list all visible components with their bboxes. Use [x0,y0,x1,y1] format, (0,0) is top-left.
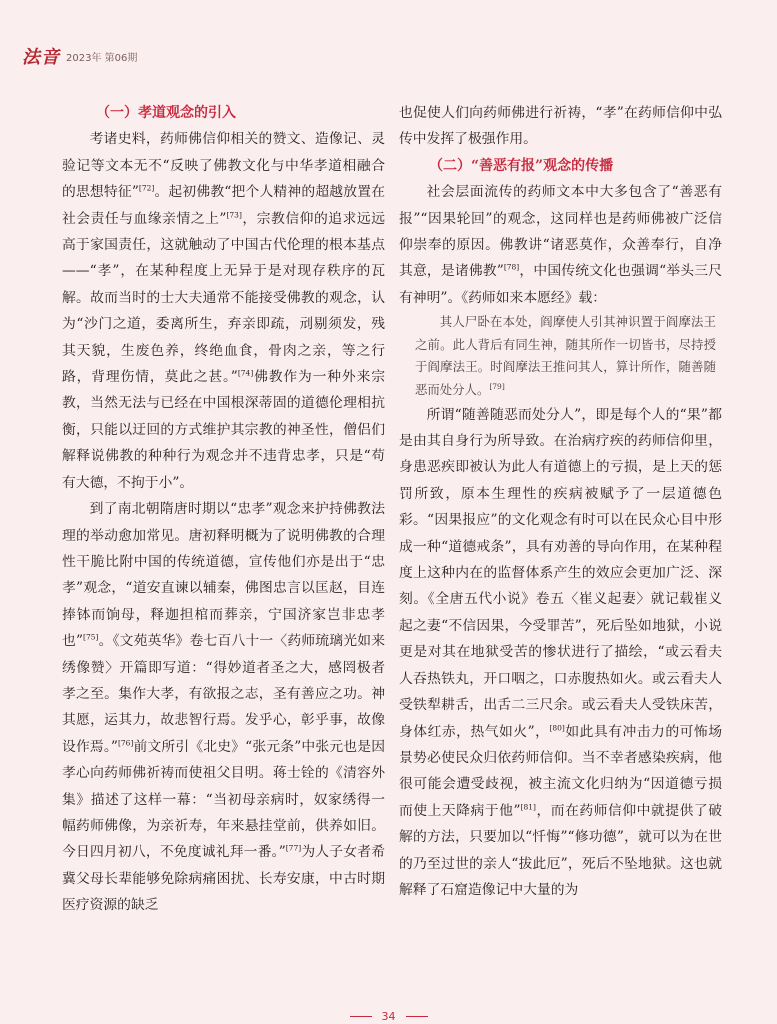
text-run: 如此具有冲击力的可怖场景势必使民众归依药师信仰。当不幸者感染疾病，他很可能会遭受歧视，被主流文化归纳为“因道德亏损而使上天降病于他” [399,723,722,819]
text-run: 前文所引《北史》“张元条”中张元也是因孝心向药师佛祈祷而使祖父目明。蒋士铨的《清容外集》描述了这样一幕：“当初母亲病时，奴家绣得一幅药师佛像，为亲祈寿，年来悬挂堂前，供养如旧。今日四月初八，不免度诚礼拜一番。” [62,738,385,861]
footnote-marker: [79] [489,381,505,391]
footnote-marker: [81] [520,802,536,812]
left-column [62,100,385,919]
footnote-marker: [72] [138,183,155,193]
text-run: 其人尸卧在本处，阎摩使人引其神识置于阎摩法王之前。此人背后有同生神，随其所作一切皆书，尽持授于阎摩法王。时阎摩法王推问其人，算计所作，随善随恶而处分人。 [415,314,716,398]
footnote-marker: [77] [285,843,302,853]
body-paragraph [62,496,385,919]
footer-rule-left [350,1016,372,1017]
text-run: 。《文苑英华》卷七百八十一〈药师琉璃光如来绣像赞〉开篇即写道：“得妙道者圣之大，感罔极者孝之至。集作大孝，有欲报之志，圣有善应之功。神其愿，运其力，故悲智行焉。发乎心，彰乎事，故像设作焉。” [62,633,385,755]
text-run: 考诸史料，药师佛信仰相关的赞文、造像记、灵验记等文本无不“反映了佛教文化与中华孝道相融合的思想特征” [62,131,385,201]
magazine-header [22,43,137,69]
text-run: 。起初佛教“把个人精神的超越放置在社会责任与血缘亲情之上” [62,184,385,227]
block-quote [399,311,722,401]
text-run: ，中国传统文化也强调“举头三尺有神明”。《药师如来本愿经》载： [399,263,722,306]
footnote-marker: [76] [117,738,134,748]
page-footer [0,1008,777,1024]
footer-rule-right [406,1016,428,1017]
body-paragraph [399,179,722,311]
magazine-logo: 法音 [22,47,60,68]
text-run: ，宗教信仰的追求远远高于家国责任，这就触动了中国古代伦理的根本基点——“孝”，在某种程度上无异于是对现存秩序的瓦解。故而当时的士大夫通常不能接受佛教的观念，认为“沙门之道，委离所生，弃亲即疏，刓剔须发，残其天貌，生废色养，终绝血食，骨肉之亲，等之行路，背理伤情，莫此之甚。” [62,210,386,386]
footnote-marker: [75] [83,632,99,642]
text-run: 为人子女者希冀父母长辈能够免除病痛困扰、长寿安康，中古时期医疗资源的缺乏 [62,844,386,914]
text-run: 到了南北朝隋唐时期以“忠孝”观念来护持佛教法理的举动愈加常见。唐初释明概为了说明佛教的合理性干脆比附中国的传统道德，宣传他们亦是出于“忠孝”观念，“道安直谏以辅秦，佛图忠言以匡赵，目连捧钵而饷母，释迦担棺而葬亲，宁国济家岂非忠孝也” [62,501,385,650]
footnote-marker: [78] [503,262,520,272]
right-column [399,100,722,903]
footnote-marker: [80] [549,722,565,732]
section-heading: （二）“善恶有报”观念的传播 [429,157,614,174]
text-run: 社会层面流传的药师文本中大多包含了“善恶有报”“因果轮回”的观念，这同样也是药师佛被广泛信仰崇奉的原因。佛教讲“诸恶莫作，众善奉行，自净其意，是诸佛教” [399,184,722,280]
issue-label: 2023年 第06期 [66,52,138,64]
footnote-marker: [73] [226,210,242,220]
text-run: ，而在药师信仰中就提供了破解的方法，只要加以“忏悔”“修功德”，就可以为在世的乃至过世的亲人“拔此厄”，死后不坠地狱。这也就解释了石窟造像记中大量的为 [399,802,722,898]
body-paragraph [62,126,385,496]
footnote-marker: [74] [237,368,254,378]
page-number: 34 [381,1009,396,1023]
body-paragraph [399,402,722,904]
text-run: 所谓“随善随恶而处分人”，即是每个人的“果”都是由其自身行为所导致。在治病疗疾的药师信仰里，身患恶疾即被认为此人有道德上的亏损，是上天的惩罚所致，原本生理性的疾病被赋予了一层道德色彩。“因果报应”的文化观念有时可以在民众心目中形成一种“道德戒条”，具有劝善的导向作用，在某种程度上这种内在的监督体系产生的效应会更加广泛、深刻。《全唐五代小说》卷五〈崔义起妻〉就记载崔义起之妻“不信因果，今受罪苦”，死后坠如地狱，小说更是对其在地狱受苦的惨状进行了描绘，“或云看夫人吞热铁丸，开口咽之，口赤腹热如火。或云看夫人受铁犁耕舌，出舌二三尺余。或云看夫人受铁床苦，身体红赤，热气如火”， [399,406,722,740]
body-paragraph [399,100,722,153]
section-heading: （一）孝道观念的引入 [96,105,236,121]
text-run: 也促使人们向药师佛进行祈祷，“孝”在药师信仰中弘传中发挥了极强作用。 [399,105,722,148]
text-run: 佛教作为一种外来宗教，当然无法与已经在中国根深蒂固的道德伦理相抗衡，只能以迂回的方式维护其宗教的神圣性，僧侣们解释说佛教的种种行为观念并不违背忠孝，只是“苟有大德，不拘于小”。 [62,369,386,491]
